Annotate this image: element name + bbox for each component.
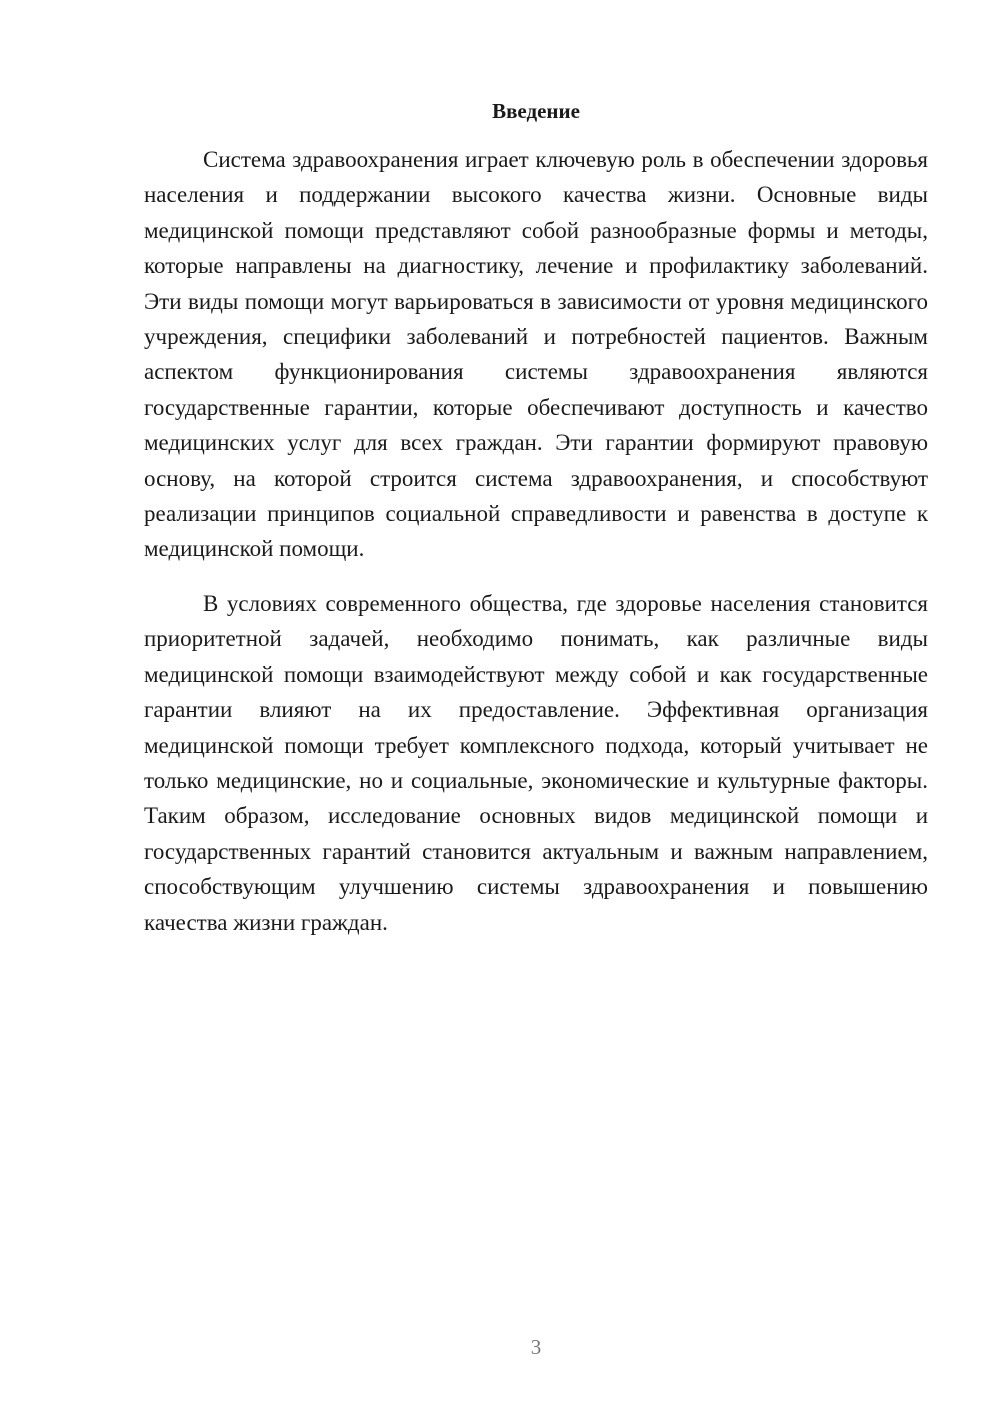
paragraph-2: В условиях современного общества, где здоровье населения становится приоритетной задачей, необходимо понимать, как различные виды медицинской помощи взаимодействуют между собой и как государственные гарантии влияют на их предоставление. Эффективная организация медицинской помощи требует комплексного подхода, который учитывает не только медицинские, но и социальные, экономические и культурные факторы. Таким образом, исследование основных видов медицинской помощи и государственных гарантий становится актуальным и важным направлением, способствующим улучшению системы здравоохранения и повышению качества жизни граждан. (144, 590, 928, 935)
paragraph-1: Система здравоохранения играет ключевую роль в обеспечении здоровья населения и поддержании высокого качества жизни. Основные виды медицинской помощи представляют собой разнообразные формы и методы, которые направлены на диагностику, лечение и профилактику заболеваний. Эти виды помощи могут варьироваться в зависимости от уровня медицинского учреждения, специфики заболеваний и потребностей пациентов. Важным аспектом функционирования системы здравоохранения являются государственные гарантии, которые обеспечивают доступность и качество медицинских услуг для всех граждан. Эти гарантии формируют правовую основу, на которой строится система здравоохранения, и способствуют реализации принципов социальной справедливости и равенства в доступе к медицинской помощи. (144, 147, 928, 562)
page-title: Введение (492, 99, 580, 123)
body-text (144, 142, 928, 940)
page-number: 3 (530, 1335, 542, 1359)
